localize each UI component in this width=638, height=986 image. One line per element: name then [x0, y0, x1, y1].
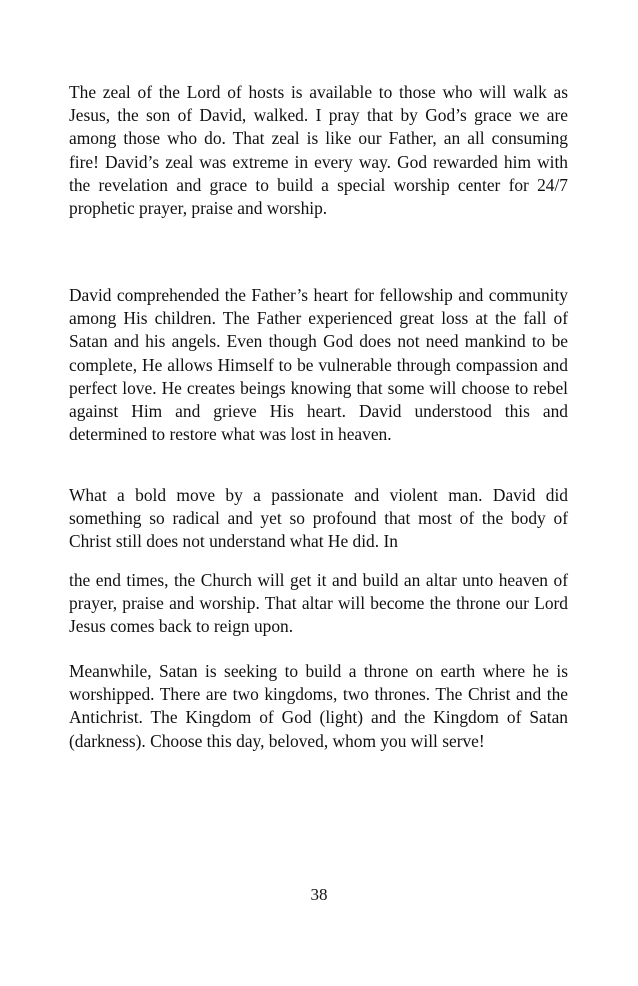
paragraph-bold-move: What a bold move by a passionate and violent man. David did something so radical and yet so profound that most of the body of Christ still does not understand what He did. In: [69, 485, 568, 552]
page-number: 38: [310, 885, 328, 904]
paragraph-david-comprehended: David comprehended the Father’s heart for fellowship and community among His children. The Father experienced great loss at the fall of Satan and his angels. Even though God does not need mankind to be complete, He allows Himself to be vulnerable through compassion and perfect love. He creates beings knowing that some will choose to rebel against Him and grieve His heart. David understood this and determined to restore what was lost in heaven.: [69, 285, 568, 445]
paragraph-two-kingdoms: Meanwhile, Satan is seeking to build a throne on earth where he is worshipped. There are two kingdoms, two thrones. The Christ and the Antichrist. The Kingdom of God (light) and the Kingdom of Satan (darkness). Choose this day, beloved, whom you will serve!: [69, 661, 568, 751]
paragraph-end-times: the end times, the Church will get it and build an altar unto heaven of prayer, praise and worship. That altar will become the throne our Lord Jesus comes back to reign upon.: [69, 570, 568, 637]
paragraph-zeal-of-the-lord: The zeal of the Lord of hosts is available to those who will walk as Jesus, the son of David, walked. I pray that by God’s grace we are among those who do. That zeal is like our Father, an all consuming fire! David’s zeal was extreme in every way. God rewarded him with the revelation and grace to build a special worship center for 24/7 prophetic prayer, praise and worship.: [69, 82, 568, 219]
